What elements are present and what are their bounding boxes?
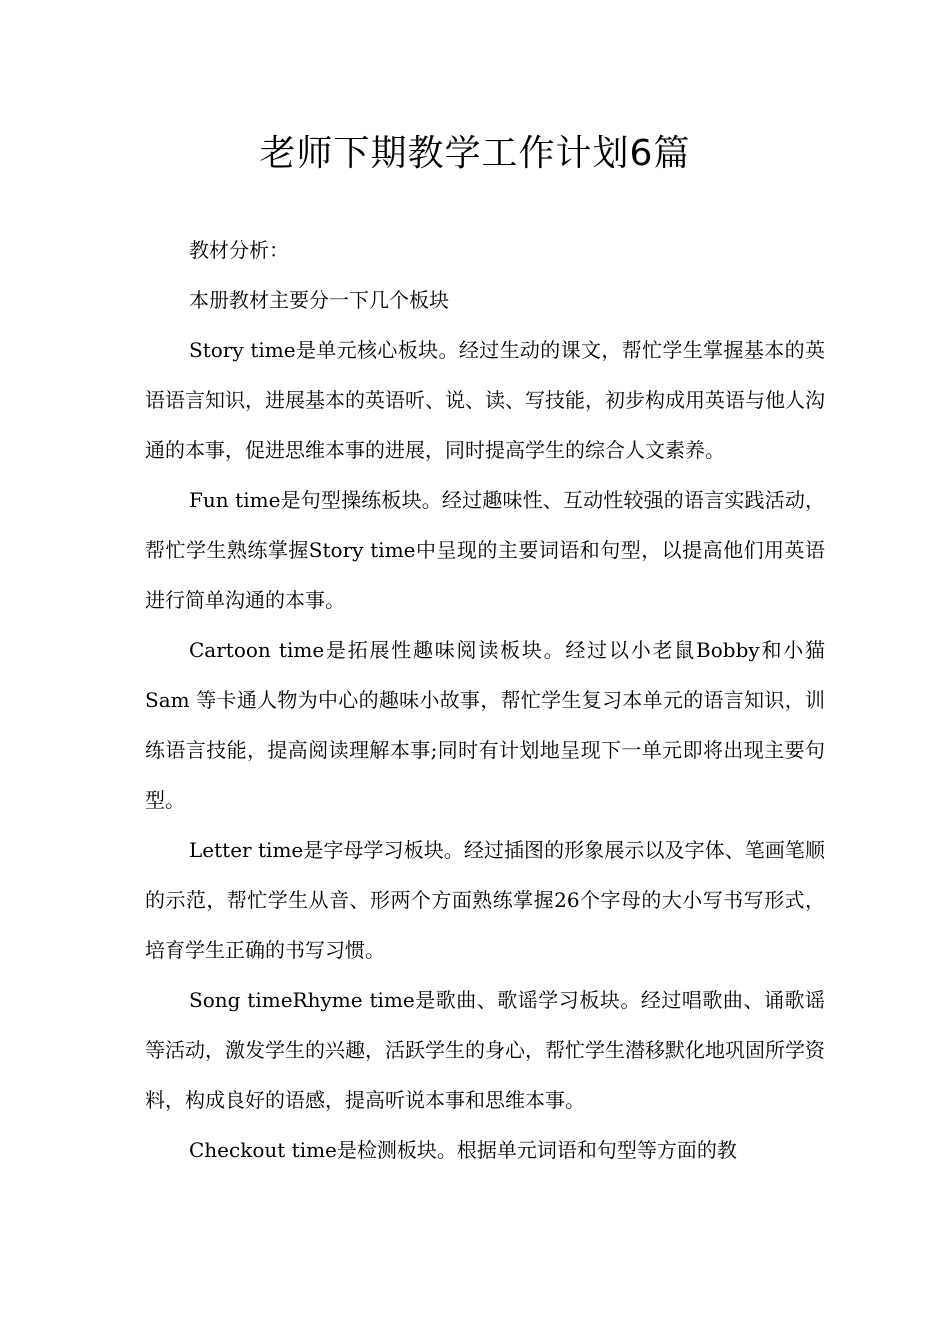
paragraph-cartoon-time: Cartoon time是拓展性趣味阅读板块。经过以小老鼠Bobby和小猫Sam 等卡通人物为中心的趣味小故事，帮忙学生复习本单元的语言知识，训练语言技能，提高阅读理解本事;同时有计划地呈现下一单元即将出现主要句型。 (145, 638, 825, 812)
paragraph-story-time: Story time是单元核心板块。经过生动的课文，帮忙学生掌握基本的英语语言知识，进展基本的英语听、说、读、写技能，初步构成用英语与他人沟通的本事，促进思维本事的进展，同时提高学生的综合人文素养。 (145, 338, 825, 462)
paragraph-materials-heading: 教材分析： (189, 238, 289, 262)
paragraph-checkout-time: Checkout time是检测板块。根据单元词语和句型等方面的教 (189, 1138, 737, 1162)
paragraph-letter-time: Letter time是字母学习板块。经过插图的形象展示以及字体、笔画笔顺的示范，帮忙学生从音、形两个方面熟练掌握26个字母的大小写书写形式，培育学生正确的书写习惯。 (145, 838, 825, 962)
paragraph-fun-time: Fun time是句型操练板块。经过趣味性、互动性较强的语言实践活动，帮忙学生熟练掌握Story time中呈现的主要词语和句型，以提高他们用英语进行简单沟通的本事。 (145, 488, 825, 612)
document-body (145, 225, 825, 1175)
document-title: 老师下期教学工作计划6篇 (259, 133, 691, 174)
paragraph-sections-intro: 本册教材主要分一下几个板块 (189, 288, 449, 312)
paragraph-song-rhyme-time: Song timeRhyme time是歌曲、歌谣学习板块。经过唱歌曲、诵歌谣等活动，激发学生的兴趣，活跃学生的身心，帮忙学生潜移默化地巩固所学资料，构成良好的语感，提高听说本事和思维本事。 (145, 988, 825, 1112)
